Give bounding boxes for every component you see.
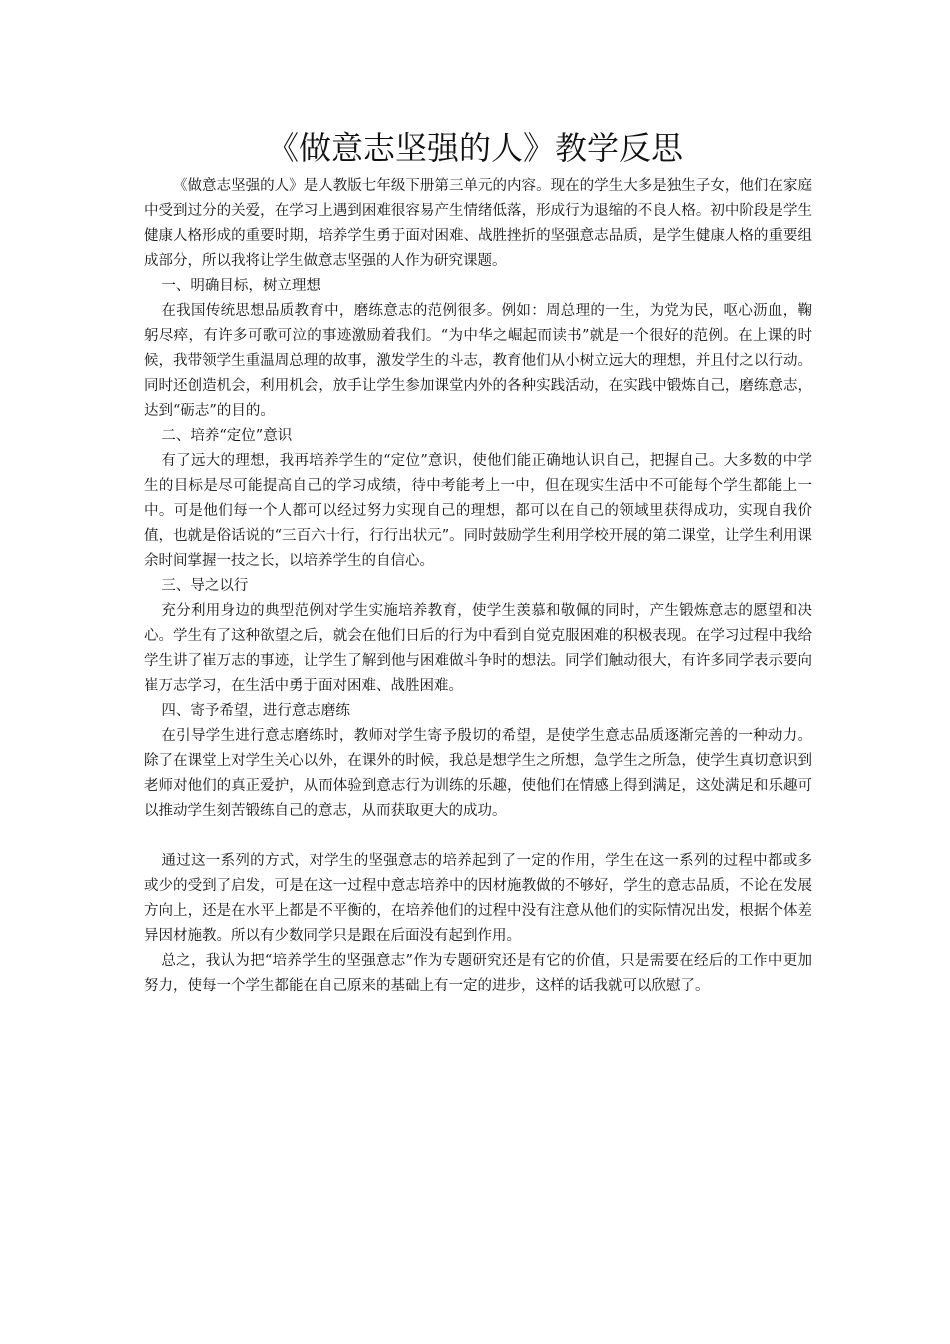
intro-paragraph: 《做意志坚强的人》是人教版七年级下册第三单元的内容。现在的学生大多是独生子女，他们在家庭中受到过分的关爱，在学习上遇到困难很容易产生情绪低落，形成行为退缩的不良人格。初中阶段是学生健康人格形成的重要时期，培养学生勇于面对困难、战胜挫折的坚强意志品质，是学生健康人格的重要组成部分，所以我将让学生做意志坚强的人作为研究课题。 bbox=[144, 178, 812, 269]
document-body bbox=[144, 174, 812, 999]
section-paragraph-2: 有了远大的理想，我再培养学生的“定位”意识，使他们能正确地认识自己，把握自己。大多数的中学生的目标是尽可能提高自己的学习成绩，待中考能考上一中，但在现实生活中不可能每个学生都能上一中。可是他们每一个人都可以经过努力实现自己的理想，都可以在自己的领域里获得成功，实现自我价值，也就是俗话说的“三百六十行，行行出状元”。同时鼓励学生利用学校开展的第二课堂，让学生利用课余时间掌握一技之长，以培养学生的自信心。 bbox=[144, 453, 812, 569]
section-heading-3: 三、导之以行 bbox=[161, 578, 249, 594]
section-heading-1: 一、明确目标，树立理想 bbox=[161, 278, 321, 294]
section-paragraph-1: 在我国传统思想品质教育中，磨练意志的范例很多。例如：周总理的一生，为党为民，呕心沥血，鞠躬尽瘁，有许多可歌可泣的事迹激励着我们。“为中华之崛起而读书”就是一个很好的范例。在上课的时候，我带领学生重温周总理的故事，激发学生的斗志，教育他们从小树立远大的理想，并且付之以行动。同时还创造机会，利用机会，放手让学生参加课堂内外的各种实践活动，在实践中锻炼自己，磨练意志，达到“砺志”的目的。 bbox=[144, 303, 812, 419]
section-paragraph-3: 充分利用身边的典型范例对学生实施培养教育，使学生羡慕和敬佩的同时，产生锻炼意志的愿望和决心。学生有了这种欲望之后，就会在他们日后的行为中看到自觉克服困难的积极表现。在学习过程中我给学生讲了崔万志的事迹，让学生了解到他与困难做斗争时的想法。同学们触动很大，有许多同学表示要向崔万志学习，在生活中勇于面对困难、战胜困难。 bbox=[144, 603, 812, 694]
section-heading-4: 四、寄予希望，进行意志磨练 bbox=[161, 703, 350, 719]
reflection-paragraph: 通过这一系列的方式，对学生的坚强意志的培养起到了一定的作用，学生在这一系列的过程中都或多或少的受到了启发，可是在这一过程中意志培养中的因材施教做的不够好，学生的意志品质，不论在发展方向上，还是在水平上都是不平衡的，在培养他们的过程中没有注意从他们的实际情况出发，根据个体差异因材施教。所以有少数同学只是跟在后面没有起到作用。 bbox=[144, 853, 812, 944]
conclusion-paragraph: 总之，我认为把“培养学生的坚强意志”作为专题研究还是有它的价值，只是需要在经后的工作中更加努力，使每一个学生都能在自己原来的基础上有一定的进步，这样的话我就可以欣慰了。 bbox=[144, 953, 812, 994]
section-heading-2: 二、培养“定位”意识 bbox=[161, 428, 293, 444]
section-paragraph-4: 在引导学生进行意志磨练时，教师对学生寄予殷切的希望，是使学生意志品质逐渐完善的一种动力。除了在课堂上对学生关心以外，在课外的时候，我总是想学生之所想，急学生之所急，使学生真切意识到老师对他们的真正爱护，从而体验到意志行为训练的乐趣，使他们在情感上得到满足，这处满足和乐趣可以推动学生刻苦锻练自己的意志，从而获取更大的成功。 bbox=[144, 728, 812, 819]
document-title: 《做意志坚强的人》教学反思 bbox=[266, 129, 683, 167]
paragraph-spacer bbox=[144, 824, 812, 849]
